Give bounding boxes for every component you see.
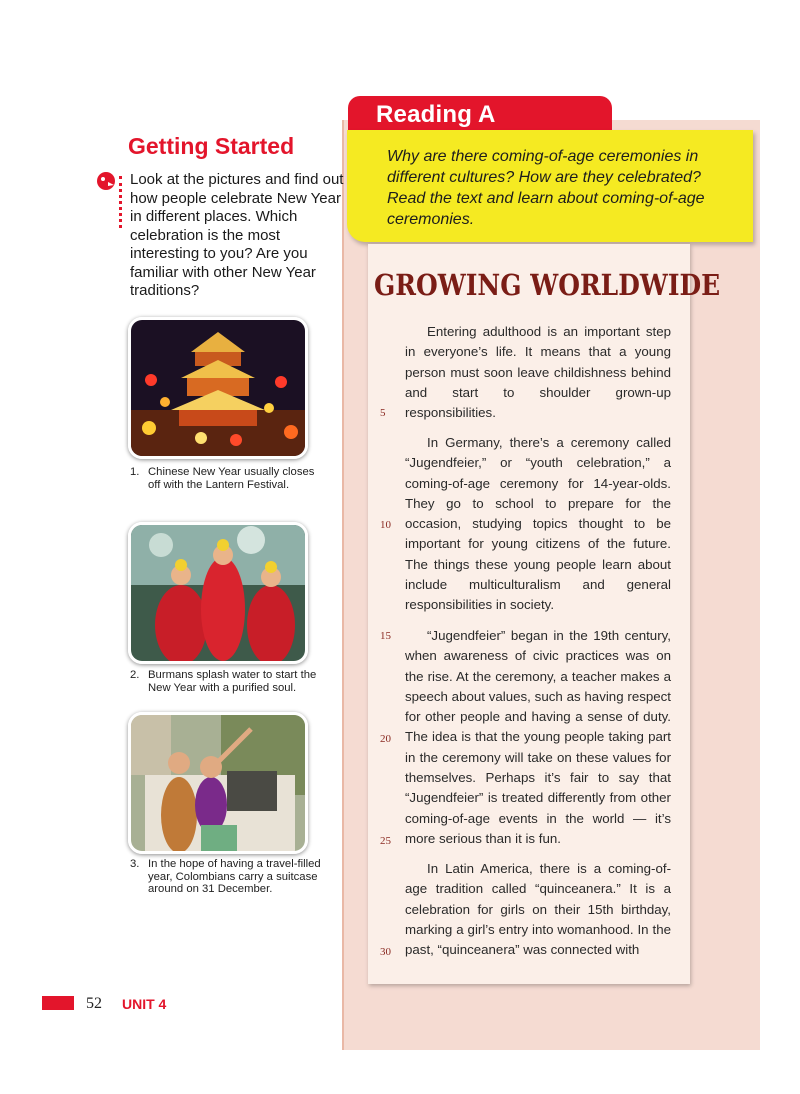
line-number: 20 (380, 733, 391, 745)
caption-1 (130, 466, 330, 494)
footer-accent-bar (42, 996, 74, 1010)
line-number: 10 (380, 519, 391, 531)
getting-started-title: Getting Started (128, 133, 295, 159)
caption-number: 2. (130, 669, 140, 681)
speech-bubble-icon (96, 171, 116, 191)
unit-label: UNIT 4 (122, 996, 167, 1012)
article-paragraph-4: In Latin America, there is a coming-of-age tradition called “quinceanera.” It is a celebration for girls on their 15th birthday, marking a girl’s entry into womanhood. In the past, “quinceanera” was connected with (405, 861, 671, 958)
article-title: GROWING WORLDWIDE (374, 268, 721, 302)
caption-2 (130, 669, 330, 697)
caption-number: 1. (130, 466, 140, 478)
pre-reading-question: Why are there coming-of-age ceremonies in different cultures? How are they celebrated? Read the text and learn about coming-of-age ceremonies. (387, 148, 705, 228)
line-number: 15 (380, 630, 391, 642)
caption-number: 3. (130, 858, 140, 870)
page-number: 52 (86, 995, 102, 1012)
line-number: 25 (380, 835, 391, 847)
getting-started-prompt: Look at the pictures and find out how people celebrate New Year in different places. Which celebration is the most interesting to you? Are you familiar with other New Year traditions? (130, 171, 344, 299)
article-paragraph-3: “Jugendfeier” began in the 19th century, when awareness of civic practices was on the rise. At the ceremony, a teacher makes a speech about values, such as having respect for other people and having a sense of duty. The idea is that the young people taking part in the ceremony will take on these values for themselves. Perhaps it’s fair to say that “Jugendfeier” is treated differently from other coming-of-age events in the world — it’s more serious than it is fun. (405, 628, 671, 846)
line-number: 5 (380, 407, 386, 419)
caption-text: In the hope of having a travel-filled year, Colombians carry a suitcase around on 31 December. (148, 858, 321, 895)
caption-3 (130, 858, 330, 910)
caption-text: Chinese New Year usually closes off with the Lantern Festival. (148, 466, 315, 491)
photo-suitcase-couple (128, 712, 308, 854)
article-paragraph-2: In Germany, there’s a ceremony called “Jugendfeier,” or “youth celebration,” a coming-of-age ceremony for 14-year-olds. They go to school to prepare for the occasion, studying topics thought to be important for young citizens of the future. The things these young people learn about include multiculturalism and general responsibilities in society. (405, 435, 671, 613)
photo-lantern-festival (128, 317, 308, 459)
caption-text: Burmans splash water to start the New Year with a purified soul. (148, 669, 317, 694)
dotted-divider (119, 176, 126, 228)
line-number: 30 (380, 946, 391, 958)
article-paragraph-1: Entering adulthood is an important step in everyone’s life. It means that a young person must soon leave childishness behind and start to shoulder grown-up responsibilities. (405, 324, 671, 421)
reading-tab-label: Reading A (376, 101, 496, 128)
photo-water-festival (128, 522, 308, 664)
